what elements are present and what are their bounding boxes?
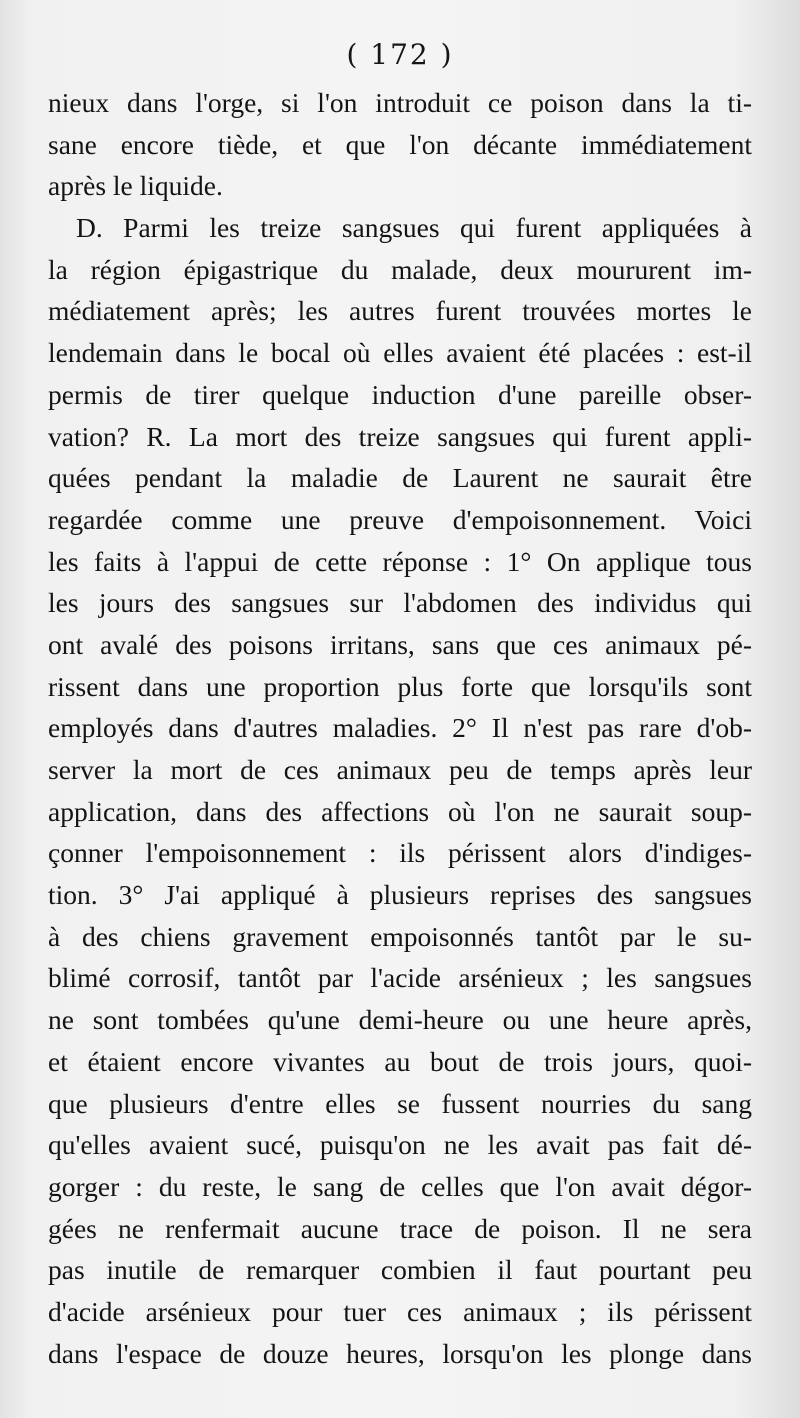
text-line: nieux dans l'orge, si l'on introduit ce poison dans la ti- [48,87,752,118]
text-line: tion. 3° J'ai appliqué à plusieurs reprises des sangsues [48,879,752,911]
text-line: application, dans des affections où l'on ne saurait soup- [48,795,752,827]
text-line: employés dans d'autres maladies. 2° Il n'est pas rare d'ob- [48,712,752,744]
text-line: après le liquide. [48,170,223,202]
text-line: blimé corrosif, tantôt par l'acide arsénieux ; les sangsues [48,962,752,994]
text-line: sane encore tiède, et que l'on décante immédiatement [48,128,752,160]
text-line: quées pendant la maladie de Laurent ne saurait être [48,462,752,494]
text-line: médiatement après; les autres furent trouvées mortes le [48,295,752,327]
text-line: gées ne renfermait aucune trace de poison. Il ne sera [48,1212,752,1244]
text-line: permis de tirer quelque induction d'une pareille obser- [48,378,752,410]
text-line: gorger : du reste, le sang de celles que l'on avait dégor- [48,1170,752,1202]
text-line: que plusieurs d'entre elles se fussent nourries du sang [48,1087,752,1119]
text-line: ne sont tombées qu'une demi-heure ou une heure après, [48,1004,752,1036]
text-line: vation? R. La mort des treize sangsues qui furent appli- [48,420,752,452]
text-line: D. Parmi les treize sangsues qui furent appliquées à [76,212,752,244]
text-line: dans l'espace de douze heures, lorsqu'on les plonge dans [48,1337,752,1369]
text-line: rissent dans une proportion plus forte que lorsqu'ils sont [48,670,752,702]
text-line: ont avalé des poisons irritans, sans que ces animaux pé- [48,628,752,660]
text-line: d'acide arsénieux pour tuer ces animaux ; ils périssent [48,1295,752,1327]
body-text [48,82,752,1374]
text-line: et étaient encore vivantes au bout de trois jours, quoi- [48,1045,752,1077]
text-line: lendemain dans le bocal où elles avaient été placées : est-il [48,337,752,369]
text-line: qu'elles avaient sucé, puisqu'on ne les avait pas fait dé- [48,1129,752,1161]
text-line: les jours des sangsues sur l'abdomen des individus qui [48,587,752,619]
text-line: la région épigastrique du malade, deux moururent im- [48,253,752,285]
text-line: server la mort de ces animaux peu de temps après leur [48,754,752,785]
text-line: les faits à l'appui de cette réponse : 1° On applique tous [48,545,752,577]
page-number: ( 172 ) [346,38,454,71]
text-line: à des chiens gravement empoisonnés tantôt par le su- [48,920,752,952]
text-line: pas inutile de remarquer combien il faut pourtant peu [48,1254,752,1286]
text-line: çonner l'empoisonnement : ils périssent alors d'indiges- [48,837,752,869]
text-line: regardée comme une preuve d'empoisonnement. Voici [48,503,752,535]
